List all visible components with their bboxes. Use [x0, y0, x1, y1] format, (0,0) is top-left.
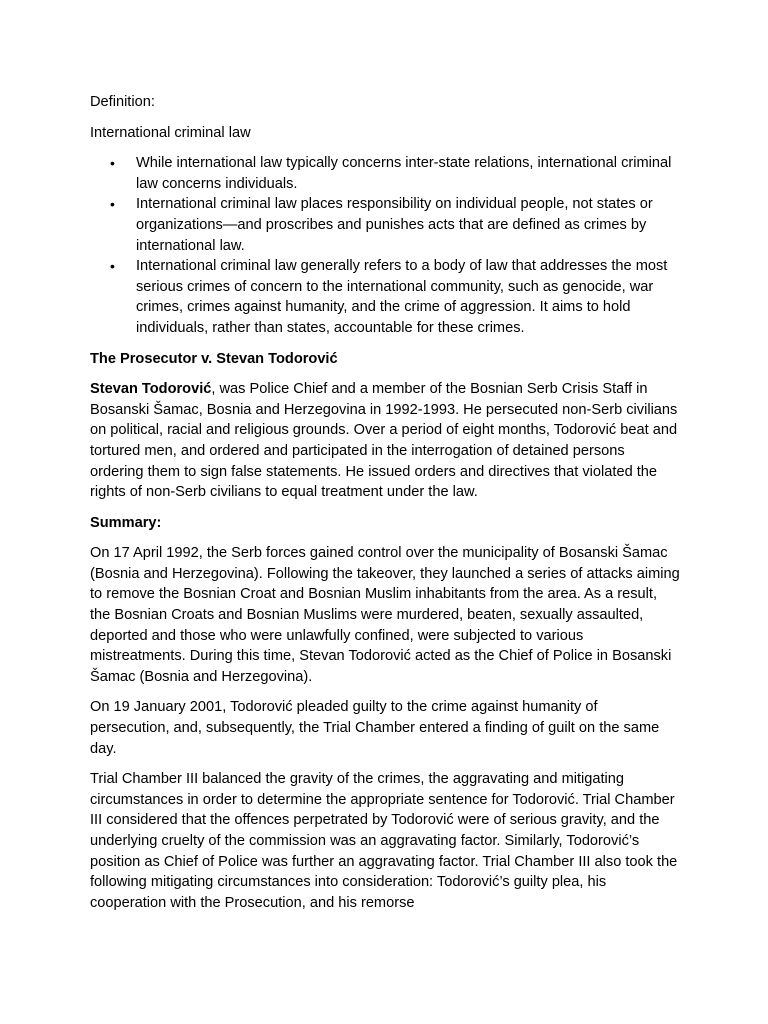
profile-paragraph: [90, 379, 680, 503]
summary-paragraph: On 17 April 1992, the Serb forces gained control over the municipality of Bosanski Šamac (Bosnia and Herzegovina). Following the takeover, they launched a series of attacks aiming to remove the Bosnian Croat and Bosnian Muslim inhabitants from the area. As a result, the Bosnian Croats and Bosnian Muslims were murdered, beaten, sexually assaulted, deported and those who were unlawfully confined, were subjected to various mistreatments. During this time, Stevan Todorović acted as the Chief of Police in Bosanski Šamac (Bosnia and Herzegovina).: [90, 545, 680, 685]
bullet-item: [90, 194, 680, 256]
profile-name: Stevan Todorović: [90, 381, 212, 398]
summary-paragraph: Trial Chamber III balanced the gravity of the crimes, the aggravating and mitigating circumstances in order to determine the appropriate sentence for Todorović. Trial Chamber III considered that the offences perpetrated by Todorović were of serious gravity, and the underlying cruelty of the commission was an aggravating factor. Similarly, Todorović’s position as Chief of Police was further an aggravating factor. Trial Chamber III also took the following mitigating circumstances into consideration: Todorović’s guilty plea, his cooperation with the Prosecution, and his remorse: [90, 771, 678, 911]
bullet-item: [90, 153, 680, 194]
definition-bullet-list: [90, 153, 680, 338]
bullet-text: International criminal law places responsibility on individual people, not states or organizations—and proscribes and punishes acts that are defined as crimes by international law.: [136, 196, 653, 254]
bullet-text: While international law typically concerns inter-state relations, international criminal law concerns individuals.: [136, 155, 672, 192]
bullet-item: [90, 256, 680, 338]
bullet-icon: •: [110, 196, 115, 213]
topic-label: International criminal law: [90, 124, 251, 141]
summary-paragraph: On 19 January 2001, Todorović pleaded guilty to the crime against humanity of persecution, and, subsequently, the Trial Chamber entered a finding of guilt on the same day.: [90, 699, 660, 757]
bullet-icon: •: [110, 258, 115, 275]
summary-label: Summary:: [90, 514, 162, 531]
bullet-text: International criminal law generally refers to a body of law that addresses the most serious crimes of concern to the international community, such as genocide, war crimes, crimes against humanity, and the crime of aggression. It aims to hold individuals, rather than states, accountable for these crimes.: [136, 258, 668, 336]
document-page: [90, 92, 680, 923]
bullet-icon: •: [110, 155, 115, 172]
profile-text: , was Police Chief and a member of the Bosnian Serb Crisis Staff in Bosanski Šamac, Bosnia and Herzegovina in 1992-1993. He persecuted non-Serb civilians on political, racial and religious grounds. Over a period of eight months, Todorović beat and tortured men, and ordered and participated in the interrogation of detained persons ordering them to sign false statements. He issued orders and directives that violated the rights of non-Serb civilians to equal treatment under the law.: [90, 381, 678, 501]
case-title: The Prosecutor v. Stevan Todorović: [90, 350, 338, 367]
definition-label: Definition:: [90, 94, 155, 110]
